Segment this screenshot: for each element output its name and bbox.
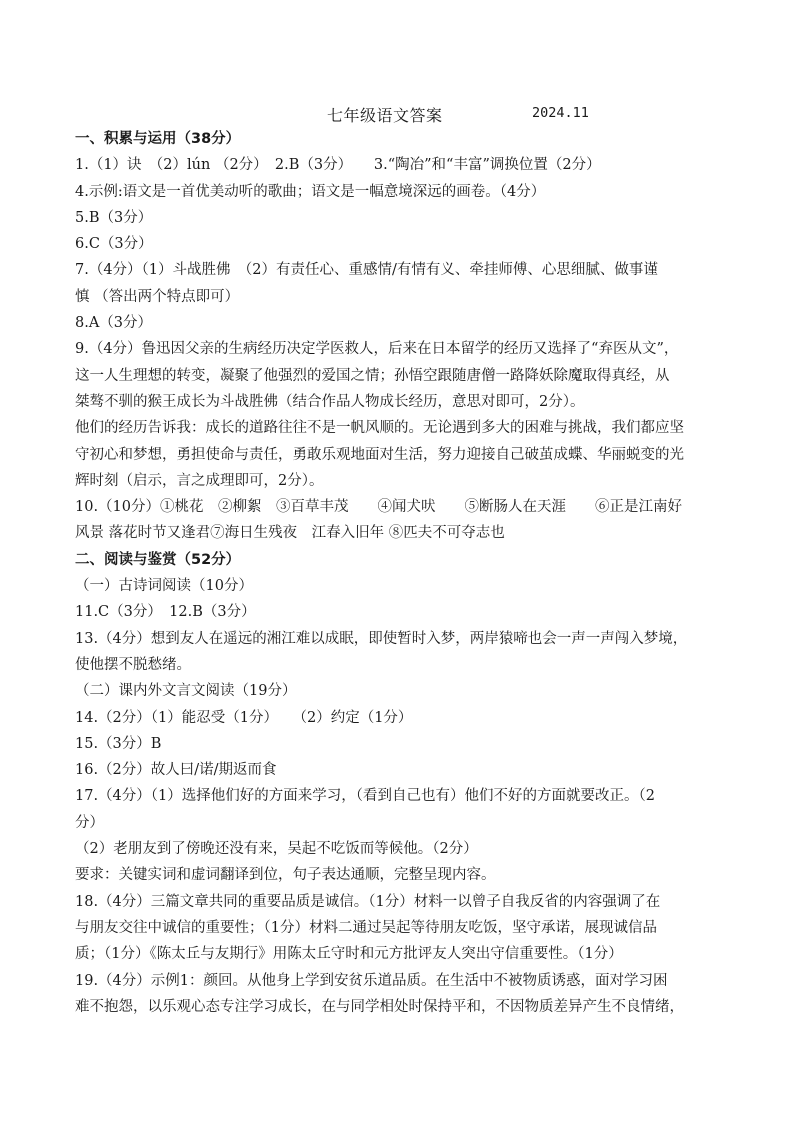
answer-line: 9.（4分）鲁迅因父亲的生病经历决定学医救人，后来在日本留学的经历又选择了“弃医从文”， [75,341,679,358]
answer-line: 6.C（3分） [75,236,153,253]
section-heading: 二、阅读与鉴赏（52分） [75,551,241,568]
answer-line: 分） [75,814,104,831]
answer-line: 17.（4分）（1）选择他们好的方面来学习，（看到自己也有）他们不好的方面就要改正。（2 [75,788,655,805]
subsection-heading: （一）古诗词阅读（10分） [75,578,253,595]
answer-line: 15.（3分）B [75,735,162,752]
answer-line: 14.（2分）（1）能忍受（1分） （2）约定（1分） [75,709,413,726]
answer-line: 桀骜不驯的猴王成长为斗战胜佛（结合作品人物成长经历，意思对即可，2分）。 [75,393,585,410]
answer-line: 5.B（3分） [75,209,153,226]
answer-line: 16.（2分）故人曰/诺/期返而食 [75,762,277,779]
answer-line: 4.示例:语文是一首优美动听的歌曲；语文是一幅意境深远的画卷。（4分） [75,183,546,200]
answer-line: 7.（4分）（1）斗战胜佛 （2）有责任心、重感情/有情有义、牵挂师傅、心思细腻、做事谨 [75,262,658,279]
answer-line: 1.（1）诀 （2）lún （2分） 2.B（3分） 3.“陶冶”和“丰富”调换位置（2分） [75,157,601,174]
answer-line: 与朋友交往中诚信的重要性；（1分）材料二通过吴起等待朋友吃饭，坚守承诺，展现诚信品 [75,919,657,936]
answer-line: 慎 （答出两个特点即可） [75,288,240,305]
answer-line: 10.（10分）①桃花 ②柳絮 ③百草丰茂 ④闻犬吠 ⑤断肠人在天涯 ⑥正是江南好 [75,499,683,516]
page-title: 七年级语文答案 [327,106,443,125]
answer-line: 8.A（3分） [75,315,153,332]
date-label: 2024.11 [532,105,589,121]
section-heading: 一、积累与运用（38分） [75,131,241,147]
answer-line: 使他摆不脱愁绪。 [75,656,191,673]
answer-line: 质；（1分）《陈太丘与友期行》用陈太丘守时和元方批评友人突出守信重要性。（1分） [75,946,623,963]
answer-line: 13.（4分）想到友人在遥远的湘江难以成眠，即使暂时入梦，两岸猿啼也会一声一声闯入梦境， [75,630,688,647]
title-row [0,103,794,123]
answer-line: （2）老朋友到了傍晚还没有来，吴起不吃饭而等候他。（2分） [75,841,478,858]
answer-line: 辉时刻（启示，言之成理即可，2分）。 [75,472,324,489]
answer-line: 守初心和梦想，勇担使命与责任，勇敢乐观地面对生活，努力迎接自己破茧成蝶、华丽蜕变的光 [75,446,684,463]
answer-line: 要求：关键实词和虚词翻译到位，句子表达通顺，完整呈现内容。 [75,867,496,884]
subsection-heading: （二）课内外文言文阅读（19分） [75,683,297,700]
answer-line: 19.（4分）示例1：颜回。从他身上学到安贫乐道品质。在生活中不被物质诱惑，面对学习困 [75,972,668,989]
answer-line: 这一人生理想的转变，凝聚了他强烈的爱国之情；孙悟空跟随唐僧一路降妖除魔取得真经，从 [75,367,670,384]
answer-line: 11.C（3分） 12.B（3分） [75,604,256,621]
answer-line: 难不抱怨，以乐观心态专注学习成长，在与同学相处时保持平和，不因物质差异产生不良情绪， [75,998,684,1015]
answer-line: 他们的经历告诉我：成长的道路往往不是一帆风顺的。无论遇到多大的困难与挑战，我们都应坚 [75,420,684,437]
answer-line: 18.（4分）三篇文章共同的重要品质是诚信。（1分）材料一以曾子自我反省的内容强调了在 [75,893,661,910]
answer-line: 风景 落花时节又逢君⑦海日生残夜 江春入旧年 ⑧匹夫不可夺志也 [75,525,505,542]
answer-body [75,126,745,1020]
